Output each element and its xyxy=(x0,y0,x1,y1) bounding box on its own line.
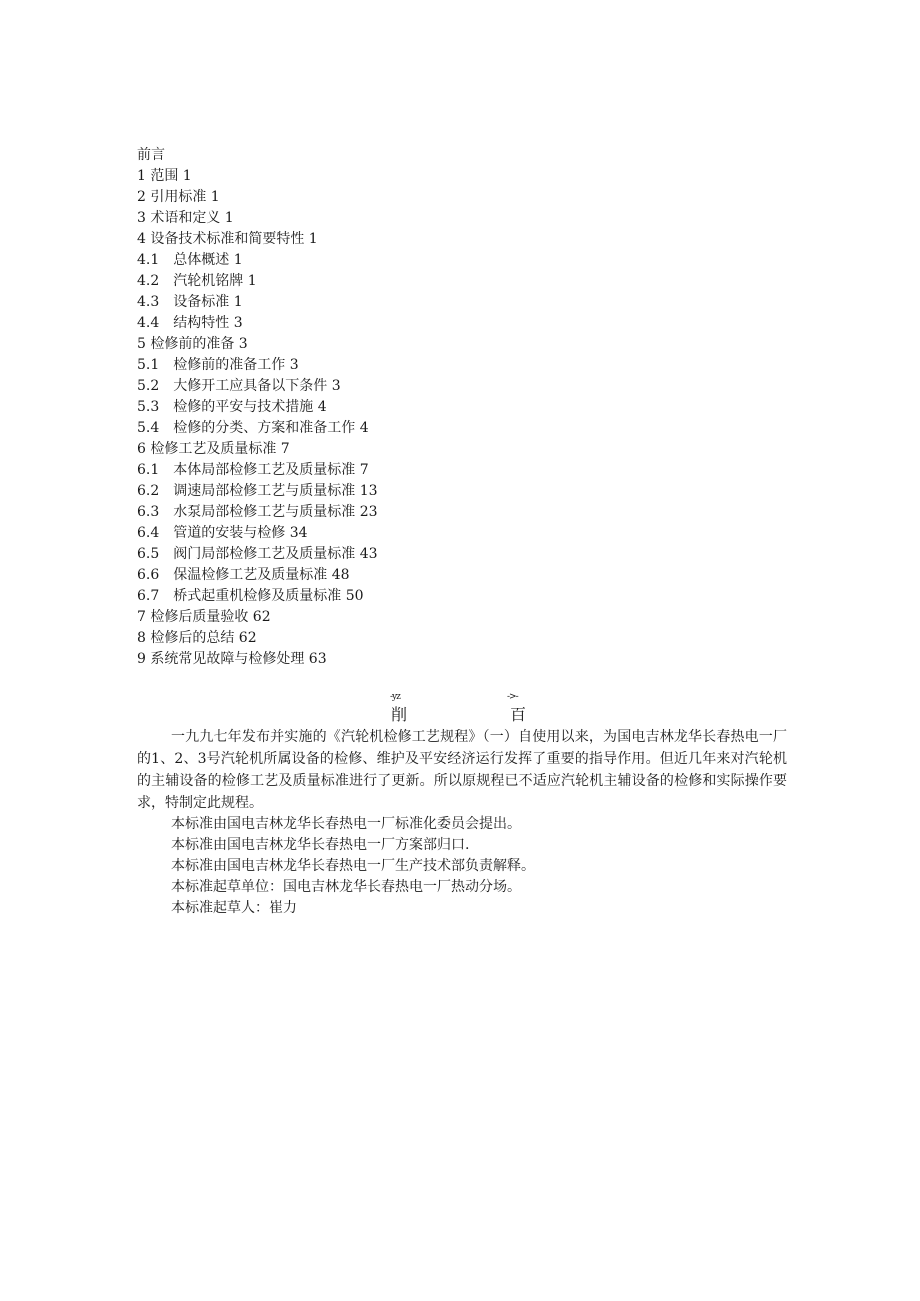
toc-entry[interactable]: 6.4 管道的安装与检修 34 xyxy=(137,525,308,541)
toc-entry[interactable]: 5.4 检修的分类、方案和准备工作 4 xyxy=(137,420,369,436)
heading-right-char: 百 xyxy=(510,705,527,724)
foreword-line: 本标准由国电吉林龙华长春热电一厂标准化委员会提出。 xyxy=(171,816,521,832)
toc-entry[interactable]: 6.7 桥式起重机检修及质量标准 50 xyxy=(137,588,364,604)
heading-left-char: 削 xyxy=(391,705,408,724)
toc-entry[interactable]: 6.1 本体局部检修工艺及质量标准 7 xyxy=(137,462,369,478)
toc-entry[interactable]: 6.6 保温检修工艺及质量标准 48 xyxy=(137,567,350,583)
toc-entry[interactable]: 6 检修工艺及质量标准 7 xyxy=(137,441,290,457)
toc-entry[interactable]: 4 设备技术标准和简要特性 1 xyxy=(137,231,318,247)
foreword-heading xyxy=(0,693,920,729)
toc-entry[interactable]: 9 系统常见故障与检修处理 63 xyxy=(137,651,327,667)
toc-entry[interactable]: 4.2 汽轮机铭牌 1 xyxy=(137,273,257,289)
toc-entry[interactable]: 7 检修后质量验收 62 xyxy=(137,609,271,625)
toc-entry[interactable]: 5.1 检修前的准备工作 3 xyxy=(137,357,299,373)
toc-entry[interactable]: 4.1 总体概述 1 xyxy=(137,252,243,268)
toc-entry[interactable]: 5.2 大修开工应具备以下条件 3 xyxy=(137,378,341,394)
toc-entry[interactable]: 6.3 水泵局部检修工艺与质量标准 23 xyxy=(137,504,378,520)
toc-entry[interactable]: 2 引用标准 1 xyxy=(137,189,220,205)
toc-entry[interactable]: 5 检修前的准备 3 xyxy=(137,336,248,352)
foreword-line: 本标准起草单位：国电吉林龙华长春热电一厂热动分场。 xyxy=(171,879,521,895)
heading-right-mark: ->- xyxy=(507,692,518,702)
toc-entry[interactable]: 8 检修后的总结 62 xyxy=(137,630,257,646)
table-of-contents xyxy=(137,145,737,670)
toc-entry[interactable]: 6.2 调速局部检修工艺与质量标准 13 xyxy=(137,483,378,499)
foreword-line: 本标准由国电吉林龙华长春热电一厂生产技术部负责解释。 xyxy=(171,858,535,874)
toc-entry[interactable]: 4.3 设备标准 1 xyxy=(137,294,243,310)
foreword-paragraph: 一九九七年发布并实施的《汽轮机检修工艺规程》（一）自使用以来，为国电吉林龙华长春热电一厂的1、2、3号汽轮机所属设备的检修、维护及平安经济运行发挥了重要的指导作用。但近几年来对汽轮机的主辅设备的检修工艺及质量标准进行了更新。所以原规程已不适应汽轮机主辅设备的检修和实际操作要求，特制定此规程。 xyxy=(137,729,787,811)
toc-entry[interactable]: 前言 xyxy=(137,147,165,163)
heading-left-mark: -yz xyxy=(390,692,400,702)
foreword-body xyxy=(137,726,787,919)
toc-entry[interactable]: 6.5 阀门局部检修工艺及质量标准 43 xyxy=(137,546,378,562)
toc-entry[interactable]: 5.3 检修的平安与技术措施 4 xyxy=(137,399,327,415)
toc-entry[interactable]: 1 范围 1 xyxy=(137,168,192,184)
foreword-line: 本标准起草人：崔力 xyxy=(171,900,297,916)
foreword-line: 本标准由国电吉林龙华长春热电一厂方案部归口. xyxy=(171,837,470,853)
toc-entry[interactable]: 4.4 结构特性 3 xyxy=(137,315,243,331)
toc-entry[interactable]: 3 术语和定义 1 xyxy=(137,210,234,226)
